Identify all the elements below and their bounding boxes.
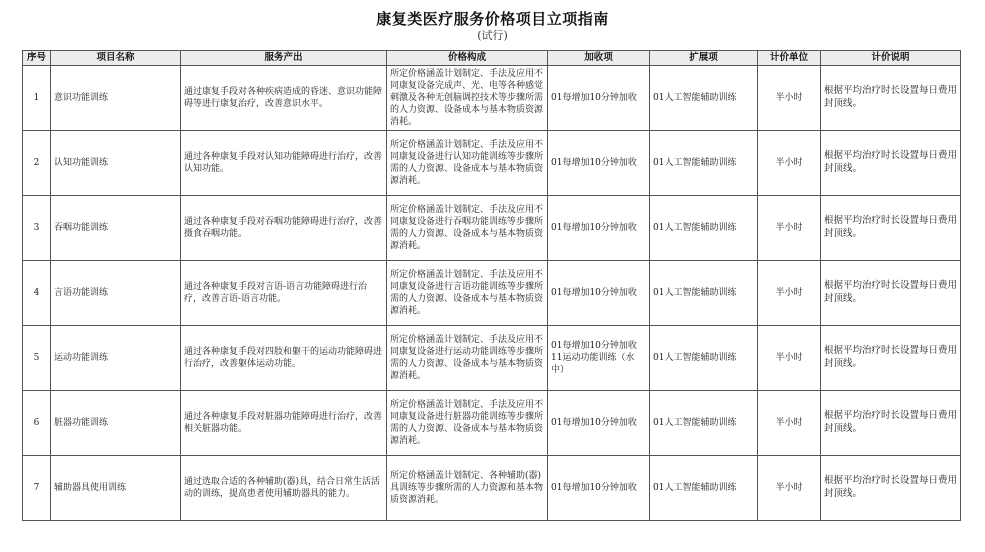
row-item-name: 辅助器具使用训练 xyxy=(51,456,181,521)
table-row xyxy=(23,66,961,131)
header-seq: 序号 xyxy=(23,51,51,66)
row-extension: 01人工智能辅助训练 xyxy=(650,456,758,521)
row-seq: 4 xyxy=(23,261,51,326)
table-row xyxy=(23,131,961,196)
header-service-output: 服务产出 xyxy=(181,51,387,66)
row-pricing-unit: 半小时 xyxy=(758,326,821,391)
row-extension: 01人工智能辅助训练 xyxy=(650,66,758,131)
row-pricing-note: 根据平均治疗时长设置每日费用封顶线。 xyxy=(821,261,961,326)
row-price-composition: 所定价格涵盖计划制定、手法及应用不同康复设备进行脏器功能训练等步骤所需的人力资源、设备成本与基本物质资源消耗。 xyxy=(387,391,548,456)
row-pricing-note: 根据平均治疗时长设置每日费用封顶线。 xyxy=(821,66,961,131)
header-surcharge: 加收项 xyxy=(548,51,650,66)
row-item-name: 吞咽功能训练 xyxy=(51,196,181,261)
header-item-name: 项目名称 xyxy=(51,51,181,66)
row-item-name: 脏器功能训练 xyxy=(51,391,181,456)
row-surcharge: 01每增加10分钟加收 xyxy=(548,196,650,261)
header-price-composition: 价格构成 xyxy=(387,51,548,66)
row-surcharge: 01每增加10分钟加收 xyxy=(548,131,650,196)
row-service-output: 通过各种康复手段对言语-语言功能障碍进行治疗，改善言语-语言功能。 xyxy=(181,261,387,326)
row-price-composition: 所定价格涵盖计划制定、各种辅助(器)具训练等步骤所需的人力资源和基本物质资源消耗。 xyxy=(387,456,548,521)
row-item-name: 运动功能训练 xyxy=(51,326,181,391)
row-pricing-note: 根据平均治疗时长设置每日费用封顶线。 xyxy=(821,456,961,521)
header-extension: 扩展项 xyxy=(650,51,758,66)
table-row xyxy=(23,261,961,326)
row-extension: 01人工智能辅助训练 xyxy=(650,326,758,391)
row-extension: 01人工智能辅助训练 xyxy=(650,391,758,456)
row-pricing-unit: 半小时 xyxy=(758,131,821,196)
row-service-output: 通过各种康复手段对吞咽功能障碍进行治疗，改善摄食吞咽功能。 xyxy=(181,196,387,261)
table-header-row xyxy=(23,51,961,66)
row-surcharge: 01每增加10分钟加收 xyxy=(548,456,650,521)
row-extension: 01人工智能辅助训练 xyxy=(650,196,758,261)
row-service-output: 通过选取合适的各种辅助(器)具，结合日常生活活动的训练，提高患者使用辅助器具的能力。 xyxy=(181,456,387,521)
row-pricing-unit: 半小时 xyxy=(758,66,821,131)
table-row xyxy=(23,391,961,456)
row-seq: 7 xyxy=(23,456,51,521)
row-price-composition: 所定价格涵盖计划制定、手法及应用不同康复设备进行认知功能训练等步骤所需的人力资源、设备成本与基本物质资源消耗。 xyxy=(387,131,548,196)
row-item-name: 认知功能训练 xyxy=(51,131,181,196)
row-item-name: 意识功能训练 xyxy=(51,66,181,131)
row-seq: 1 xyxy=(23,66,51,131)
row-pricing-unit: 半小时 xyxy=(758,261,821,326)
row-seq: 2 xyxy=(23,131,51,196)
pricing-guide-table xyxy=(22,50,961,521)
row-pricing-note: 根据平均治疗时长设置每日费用封顶线。 xyxy=(821,391,961,456)
table-row xyxy=(23,456,961,521)
header-pricing-note: 计价说明 xyxy=(821,51,961,66)
row-surcharge: 01每增加10分钟加收 11运动功能训练（水中） xyxy=(548,326,650,391)
row-seq: 6 xyxy=(23,391,51,456)
row-pricing-unit: 半小时 xyxy=(758,456,821,521)
row-price-composition: 所定价格涵盖计划制定、手法及应用不同康复设备完成声、光、电等各种感觉刺激及各种无创脑调控技术等步骤所需的人力资源、设备成本与基本物质资源消耗。 xyxy=(387,66,548,131)
document-title: 康复类医疗服务价格项目立项指南 xyxy=(376,10,609,28)
table-row xyxy=(23,326,961,391)
row-item-name: 言语功能训练 xyxy=(51,261,181,326)
row-extension: 01人工智能辅助训练 xyxy=(650,261,758,326)
table-row xyxy=(23,196,961,261)
row-seq: 3 xyxy=(23,196,51,261)
row-surcharge: 01每增加10分钟加收 xyxy=(548,261,650,326)
row-extension: 01人工智能辅助训练 xyxy=(650,131,758,196)
row-seq: 5 xyxy=(23,326,51,391)
row-service-output: 通过各种康复手段对四肢和躯干的运动功能障碍进行治疗，改善躯体运动功能。 xyxy=(181,326,387,391)
row-pricing-note: 根据平均治疗时长设置每日费用封顶线。 xyxy=(821,196,961,261)
row-pricing-note: 根据平均治疗时长设置每日费用封顶线。 xyxy=(821,326,961,391)
row-pricing-unit: 半小时 xyxy=(758,196,821,261)
row-surcharge: 01每增加10分钟加收 xyxy=(548,66,650,131)
row-price-composition: 所定价格涵盖计划制定、手法及应用不同康复设备进行吞咽功能训练等步骤所需的人力资源、设备成本与基本物质资源消耗。 xyxy=(387,196,548,261)
row-surcharge: 01每增加10分钟加收 xyxy=(548,391,650,456)
row-pricing-note: 根据平均治疗时长设置每日费用封顶线。 xyxy=(821,131,961,196)
row-pricing-unit: 半小时 xyxy=(758,391,821,456)
header-pricing-unit: 计价单位 xyxy=(758,51,821,66)
row-service-output: 通过各种康复手段对脏器功能障碍进行治疗，改善相关脏器功能。 xyxy=(181,391,387,456)
row-price-composition: 所定价格涵盖计划制定、手法及应用不同康复设备进行运动功能训练等步骤所需的人力资源、设备成本与基本物质资源消耗。 xyxy=(387,326,548,391)
row-service-output: 通过各种康复手段对认知功能障碍进行治疗，改善认知功能。 xyxy=(181,131,387,196)
document-subtitle: (试行) xyxy=(477,29,508,42)
row-service-output: 通过康复手段对各种疾病造成的昏迷、意识功能障碍等进行康复治疗，改善意识水平。 xyxy=(181,66,387,131)
row-price-composition: 所定价格涵盖计划制定、手法及应用不同康复设备进行言语功能训练等步骤所需的人力资源、设备成本与基本物质资源消耗。 xyxy=(387,261,548,326)
